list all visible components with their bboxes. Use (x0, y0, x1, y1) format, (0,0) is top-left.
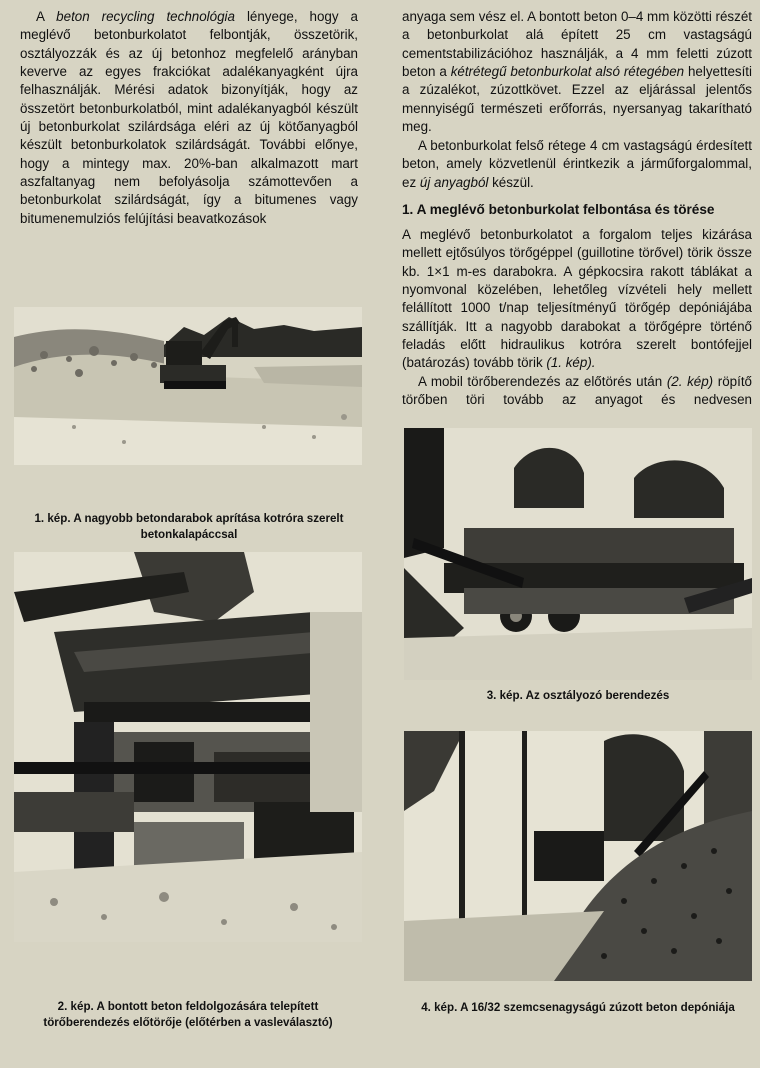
text-segment: A betonburkolat felső rétege 4 cm vastagságú érdesített beton, amely közvetlenül érintkezik a járműforgalommal, ez (402, 138, 752, 190)
top-layer-paragraph (402, 137, 752, 192)
text-segment: (2. kép) (666, 374, 714, 389)
text-segment: beton recycling technológia (56, 9, 235, 24)
text-segment: A meglévő betonburkolatot a forgalom teljes kizárása mellett ejtősúlyos törőgéppel (guillotine törővel) törik össze kb. 1×1 m-es darabokra. A gépkocsira rakott táblákat a nyomvonal közelében, lehetőleg vízvételi hely mellett felállított 1000 t/nap teljesítményű törőgép depóniájába szállítják. Itt a nagyobb darabokat a törőgépre történő feladás előtt hidraulikus kotrórа szerelt bontófejjel (batározás) tovább törik (402, 227, 752, 371)
photo-4-stockpile (404, 731, 752, 981)
section-heading: 1. A meglévő betonburkolat felbontása és törése (402, 202, 715, 217)
text-segment: új anyagból (419, 174, 489, 190)
text-segment: A (36, 9, 57, 24)
section-paragraph-2 (402, 373, 752, 410)
fig2-caption: 2. kép. A bontott beton feldolgozására telepített törőberendezés előtörője (előtérben a vasleválasztó) (43, 1000, 333, 1029)
text-segment: kétrétegű betonburkolat alsó rétegében (450, 64, 685, 80)
text-segment: készül. (488, 174, 534, 190)
section-paragraph-1 (402, 226, 752, 373)
fig3-caption: 3. kép. Az osztályozó berendezés (486, 689, 670, 702)
fig4-caption: 4. kép. A 16/32 szemcsenagyságú zúzott beton depóniája (421, 1001, 735, 1014)
continued-paragraph (402, 8, 752, 136)
photo-1-excavator (14, 307, 362, 465)
text-segment: lényege, hogy a meglévő betonburkolatot felbontják, összetörik, osztályozzák és az új betonhoz megfelelő arányban keverve az egyes frakciókat adalékanyagként újra felhasználják. Mérési adatok bizonyítják, hogy az összetört betonburkolatból, mint adalékanyagból készült új betonburkolat szilárdsága eléri az új kötőanyagból készült betonburkolatok szilárdságát. További előnye, hogy a mintegy max. 20%-ban alkalmazott mart aszfaltanyag nem befolyásolja számottevően a betonburkolat szilárdságát, így a bitumenes vagy bitumenemulziós felújítási beavatkozások (20, 9, 358, 226)
text-segment: (1. kép). (546, 355, 596, 371)
text-segment: helyettesíti a zúzalékot, zúzottkövet. Ezzel az eljárással jelentős mennyiségű természeti erőforrás, nyersanyag takarítható meg. (402, 64, 752, 135)
text-segment: A mobil törőberendezés az előtörés után (418, 374, 667, 389)
photo-3-screening (404, 428, 752, 680)
photo-2-crusher (14, 552, 362, 942)
text-segment: röpítő törőben töri tovább az anyagot és nedvesen (402, 374, 752, 408)
intro-paragraph (20, 8, 358, 228)
fig1-caption: 1. kép. A nagyobb betondarabok aprítása kotrórа szerelt betonkalapáccsal (34, 512, 344, 541)
text-segment: anyaga sem vész el. A bontott beton 0–4 mm közötti részét a betonburkolat alá épített 25 cm vastagságú cementstabilizációhoz használják, a 4 mm feletti zúzott beton a (402, 9, 752, 80)
